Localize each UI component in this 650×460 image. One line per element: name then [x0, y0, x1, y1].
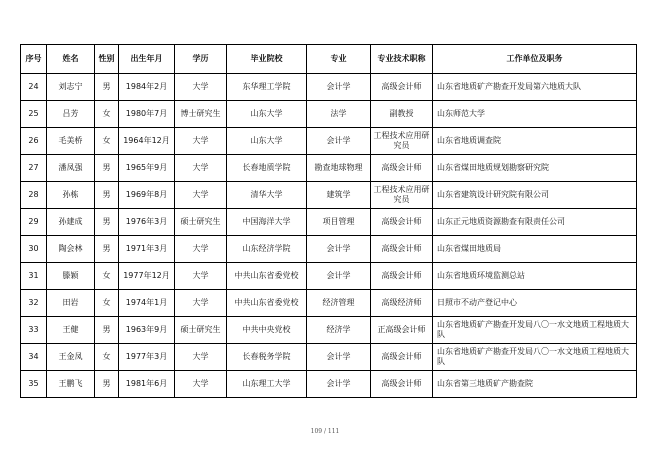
table-cell: 25: [21, 101, 47, 128]
table-body: [21, 74, 637, 398]
table-cell: 勘查地球物理: [307, 155, 371, 182]
table-cell: 日照市不动产登记中心: [433, 290, 637, 317]
table-cell: 山东省地质环境监测总站: [433, 263, 637, 290]
table-row: [21, 155, 637, 182]
table-cell: 1977年12月: [119, 263, 175, 290]
table-cell: 1964年12月: [119, 128, 175, 155]
column-header: 专业技术职称: [371, 45, 433, 74]
table-cell: 建筑学: [307, 182, 371, 209]
table-cell: 高级会计师: [371, 236, 433, 263]
table-cell: 山东经济学院: [227, 236, 307, 263]
table-cell: 女: [95, 128, 119, 155]
table-cell: 山东正元地质资源勘查有限责任公司: [433, 209, 637, 236]
table-cell: 山东省第三地质矿产勘查院: [433, 371, 637, 398]
table-row: [21, 236, 637, 263]
table-cell: 1969年8月: [119, 182, 175, 209]
table-cell: 30: [21, 236, 47, 263]
table-cell: 山东省地质矿产勘查开发局八〇一水文地质工程地质大队: [433, 344, 637, 371]
table-cell: 会计学: [307, 263, 371, 290]
table-cell: 高级经济师: [371, 290, 433, 317]
table-cell: 山东大学: [227, 128, 307, 155]
table-cell: 会计学: [307, 371, 371, 398]
table-cell: 孙栋: [47, 182, 95, 209]
column-header: 姓名: [47, 45, 95, 74]
table-cell: 31: [21, 263, 47, 290]
table-cell: 大学: [175, 182, 227, 209]
table-header-row: [21, 45, 637, 74]
column-header: 专业: [307, 45, 371, 74]
table-cell: 男: [95, 182, 119, 209]
table-cell: 会计学: [307, 74, 371, 101]
table-cell: 刘志宁: [47, 74, 95, 101]
table-cell: 大学: [175, 74, 227, 101]
table-cell: 26: [21, 128, 47, 155]
table-cell: 34: [21, 344, 47, 371]
table-cell: 1965年9月: [119, 155, 175, 182]
column-header: 出生年月: [119, 45, 175, 74]
table-row: [21, 263, 637, 290]
table-cell: 男: [95, 371, 119, 398]
table-cell: 1974年1月: [119, 290, 175, 317]
table-row: [21, 74, 637, 101]
table-cell: 大学: [175, 371, 227, 398]
table-cell: 女: [95, 101, 119, 128]
table-cell: 硕士研究生: [175, 209, 227, 236]
table-cell: 陶会林: [47, 236, 95, 263]
table-cell: 长春地质学院: [227, 155, 307, 182]
table-cell: 硕士研究生: [175, 317, 227, 344]
table-cell: 中共山东省委党校: [227, 290, 307, 317]
table-cell: 博士研究生: [175, 101, 227, 128]
table-row: [21, 209, 637, 236]
table-cell: 王健: [47, 317, 95, 344]
page-number: 109 / 111: [310, 428, 340, 435]
table-cell: 1976年3月: [119, 209, 175, 236]
table-cell: 1981年6月: [119, 371, 175, 398]
table-cell: 大学: [175, 263, 227, 290]
table-cell: 28: [21, 182, 47, 209]
table-cell: 男: [95, 317, 119, 344]
table-cell: 中国海洋大学: [227, 209, 307, 236]
table-cell: 1984年2月: [119, 74, 175, 101]
table-cell: 会计学: [307, 236, 371, 263]
table-cell: 清华大学: [227, 182, 307, 209]
table-cell: 山东省煤田地质局: [433, 236, 637, 263]
table-cell: 东华理工学院: [227, 74, 307, 101]
table-cell: 1963年9月: [119, 317, 175, 344]
table-cell: 1977年3月: [119, 344, 175, 371]
table-cell: 35: [21, 371, 47, 398]
table-cell: 项目管理: [307, 209, 371, 236]
table-cell: 会计学: [307, 344, 371, 371]
table-row: [21, 344, 637, 371]
table-row: [21, 101, 637, 128]
table-cell: 吕芳: [47, 101, 95, 128]
table-cell: 大学: [175, 155, 227, 182]
table-cell: 山东大学: [227, 101, 307, 128]
column-header: 性别: [95, 45, 119, 74]
table-cell: 毛美桥: [47, 128, 95, 155]
table-cell: 长春税务学院: [227, 344, 307, 371]
table-cell: 会计学: [307, 128, 371, 155]
table-row: [21, 371, 637, 398]
table-cell: 田岩: [47, 290, 95, 317]
table-cell: 中共中央党校: [227, 317, 307, 344]
table-cell: 山东师范大学: [433, 101, 637, 128]
table-row: [21, 128, 637, 155]
table-cell: 法学: [307, 101, 371, 128]
table-cell: 工程技术应用研究员: [371, 128, 433, 155]
table-cell: 男: [95, 74, 119, 101]
table-cell: 高级会计师: [371, 371, 433, 398]
table-cell: 大学: [175, 344, 227, 371]
column-header: 毕业院校: [227, 45, 307, 74]
column-header: 工作单位及职务: [433, 45, 637, 74]
table-cell: 副教授: [371, 101, 433, 128]
table-cell: 大学: [175, 236, 227, 263]
table-cell: 滕颖: [47, 263, 95, 290]
personnel-table: [20, 44, 637, 398]
table-cell: 山东省地质矿产勘查开发局第六地质大队: [433, 74, 637, 101]
table-cell: 男: [95, 236, 119, 263]
table-row: [21, 317, 637, 344]
table-cell: 山东省建筑设计研究院有限公司: [433, 182, 637, 209]
table-cell: 孙建成: [47, 209, 95, 236]
table-cell: 高级会计师: [371, 74, 433, 101]
table-cell: 32: [21, 290, 47, 317]
table-cell: 27: [21, 155, 47, 182]
table-cell: 工程技术应用研究员: [371, 182, 433, 209]
table-cell: 男: [95, 209, 119, 236]
table-cell: 高级会计师: [371, 155, 433, 182]
table-cell: 1980年7月: [119, 101, 175, 128]
table-cell: 高级会计师: [371, 209, 433, 236]
table-cell: 29: [21, 209, 47, 236]
table-cell: 经济学: [307, 317, 371, 344]
table-cell: 1971年3月: [119, 236, 175, 263]
table-cell: 王鹏飞: [47, 371, 95, 398]
table-cell: 大学: [175, 290, 227, 317]
table-cell: 山东理工大学: [227, 371, 307, 398]
table-cell: 经济管理: [307, 290, 371, 317]
table-cell: 高级会计师: [371, 344, 433, 371]
table-row: [21, 182, 637, 209]
table-cell: 山东省煤田地质规划勘察研究院: [433, 155, 637, 182]
column-header: 学历: [175, 45, 227, 74]
table-cell: 女: [95, 263, 119, 290]
table-cell: 中共山东省委党校: [227, 263, 307, 290]
table-cell: 王金凤: [47, 344, 95, 371]
table-cell: 正高级会计师: [371, 317, 433, 344]
table-cell: 24: [21, 74, 47, 101]
table-cell: 男: [95, 155, 119, 182]
table-cell: 33: [21, 317, 47, 344]
table-cell: 山东省地质矿产勘查开发局八〇一水文地质工程地质大队: [433, 317, 637, 344]
table-cell: 女: [95, 344, 119, 371]
table-cell: 山东省地质调查院: [433, 128, 637, 155]
column-header: 序号: [21, 45, 47, 74]
table-cell: 高级会计师: [371, 263, 433, 290]
table-cell: 女: [95, 290, 119, 317]
table-cell: 潘凤强: [47, 155, 95, 182]
table-row: [21, 290, 637, 317]
table-cell: 大学: [175, 128, 227, 155]
